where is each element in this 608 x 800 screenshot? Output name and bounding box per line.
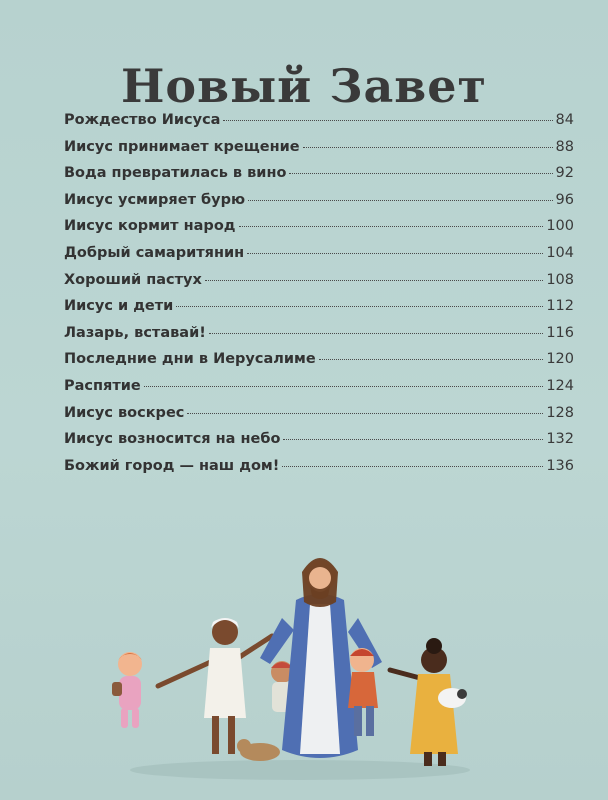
toc-entry[interactable] bbox=[64, 405, 574, 432]
dot-leader bbox=[319, 359, 544, 360]
dot-leader bbox=[303, 147, 553, 148]
dot-leader bbox=[223, 120, 552, 121]
toc-entry[interactable] bbox=[64, 165, 574, 192]
toc-entry-page: 84 bbox=[555, 112, 574, 128]
toc-entry-title: Распятие bbox=[64, 377, 141, 394]
child-in-yellow bbox=[390, 638, 467, 766]
toc-entry-page: 92 bbox=[555, 165, 574, 182]
toc-entry-title: Иисус возносится на небо bbox=[64, 431, 281, 448]
dot-leader bbox=[205, 280, 543, 281]
toc-entry-page: 132 bbox=[546, 431, 574, 448]
toc-entry[interactable] bbox=[64, 378, 574, 405]
toc-entry[interactable] bbox=[64, 112, 574, 139]
dot-leader bbox=[239, 226, 544, 227]
toc-entry-page: 112 bbox=[546, 298, 574, 315]
toc-entry-page: 88 bbox=[555, 138, 574, 155]
puppy bbox=[237, 739, 280, 761]
toc-entry[interactable] bbox=[64, 325, 574, 352]
dot-leader bbox=[248, 200, 552, 201]
toc-entry-page: 100 bbox=[546, 218, 574, 235]
child-in-white-tunic bbox=[158, 618, 272, 754]
toc-entry-page: 128 bbox=[546, 404, 574, 421]
toc-entry-title: Хороший пастух bbox=[64, 271, 202, 288]
toc-entry-page: 116 bbox=[546, 324, 574, 341]
toc-entry-page: 108 bbox=[546, 271, 574, 288]
toc-entry[interactable] bbox=[64, 192, 574, 219]
toc-entry[interactable] bbox=[64, 351, 574, 378]
toc-entry-page: 136 bbox=[546, 457, 574, 474]
toc-entry[interactable] bbox=[64, 298, 574, 325]
toc-entry-title: Рождество Иисуса bbox=[64, 112, 221, 128]
page-title: Новый Завет bbox=[120, 58, 488, 113]
toc-entry-title: Добрый самаритянин bbox=[64, 244, 245, 261]
dot-leader bbox=[283, 439, 543, 440]
toc-entry[interactable] bbox=[64, 245, 574, 272]
toc-entry-page: 96 bbox=[555, 191, 574, 208]
toc-entry[interactable] bbox=[64, 139, 574, 166]
toc-entry-title: Иисус принимает крещение bbox=[64, 138, 300, 155]
toc-entry[interactable] bbox=[64, 272, 574, 299]
toc-entry-title: Последние дни в Иерусалиме bbox=[64, 351, 316, 368]
dot-leader bbox=[247, 253, 543, 254]
toc-entry-title: Иисус и дети bbox=[64, 298, 174, 315]
toc-entry-page: 104 bbox=[546, 244, 574, 261]
toc-entry-title: Иисус усмиряет бурю bbox=[64, 191, 246, 208]
dot-leader bbox=[289, 173, 552, 174]
toc-entry-title: Божий город — наш дом! bbox=[64, 457, 280, 474]
dot-leader bbox=[176, 306, 543, 307]
dot-leader bbox=[209, 333, 543, 334]
table-of-contents bbox=[64, 112, 574, 484]
child-in-pink bbox=[112, 652, 142, 728]
toc-entry-page: 120 bbox=[546, 351, 574, 368]
ground-shadow bbox=[130, 760, 470, 780]
dot-leader bbox=[144, 386, 544, 387]
toc-entry-page: 124 bbox=[546, 377, 574, 394]
toc-entry-title: Иисус кормит народ bbox=[64, 218, 236, 235]
jesus-with-children-illustration bbox=[100, 548, 500, 788]
dot-leader bbox=[282, 466, 543, 467]
toc-entry-title: Вода превратилась в вино bbox=[64, 165, 287, 182]
toc-entry-title: Иисус воскрес bbox=[64, 404, 185, 421]
toc-entry[interactable] bbox=[64, 431, 574, 458]
dot-leader bbox=[187, 413, 543, 414]
toc-entry-title: Лазарь, вставай! bbox=[64, 324, 206, 341]
toc-entry[interactable] bbox=[64, 218, 574, 245]
toc-entry[interactable] bbox=[64, 458, 574, 485]
